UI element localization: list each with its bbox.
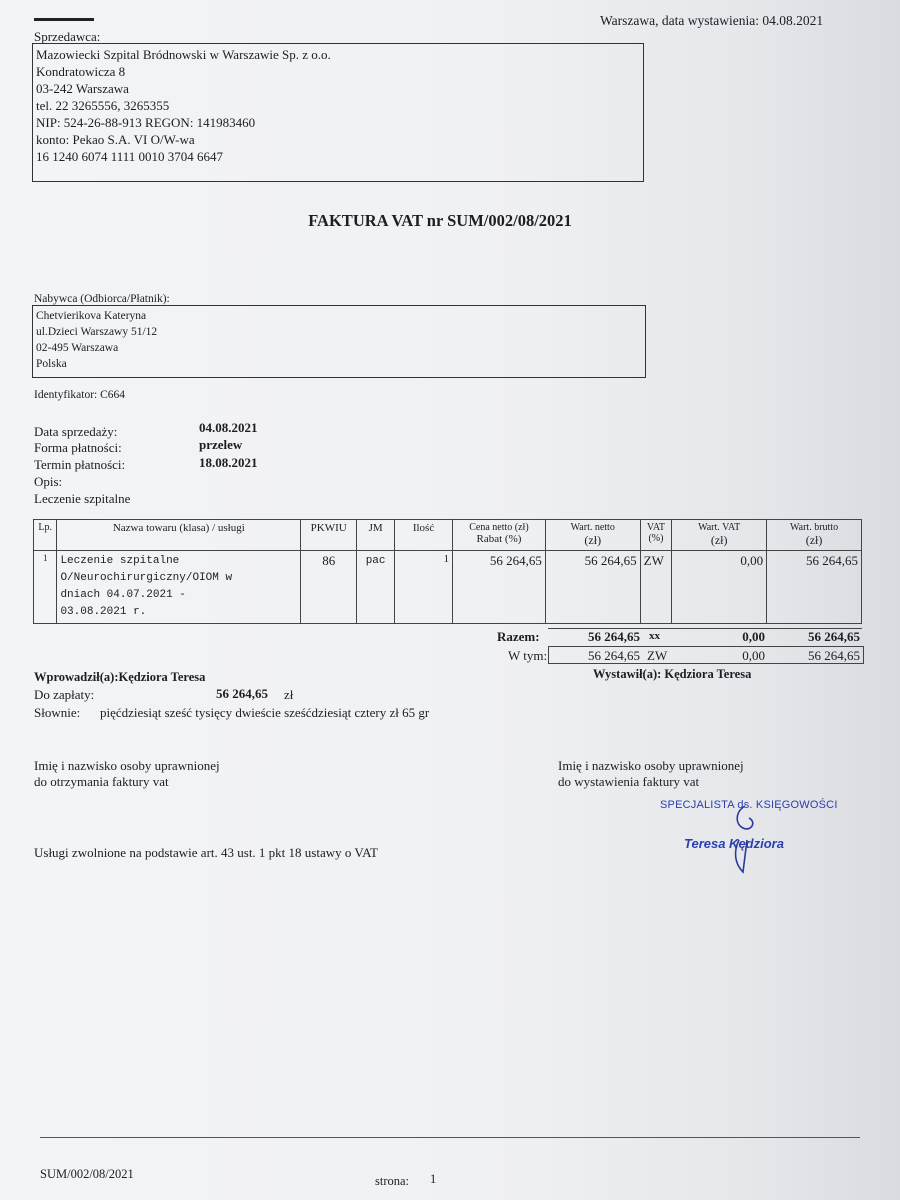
total-label: Razem:	[497, 629, 540, 644]
buyer-label: Nabywca (Odbiorca/Płatnik):	[34, 293, 170, 305]
sale-date-label: Data sprzedaży:	[34, 424, 118, 439]
seller-line: Kondratowicza 8	[36, 64, 126, 79]
col-vat-value-line2: (zł)	[710, 533, 728, 547]
row-name-line: 03.08.2021 r.	[60, 606, 147, 618]
col-vat-value-line1: Wart. VAT	[698, 522, 741, 533]
description-label: Opis:	[34, 474, 63, 489]
amount-words-label: Słownie:	[34, 705, 81, 720]
seller-line: tel. 22 3265556, 3265355	[36, 98, 170, 113]
row-name-line: Leczenie szpitalne	[60, 555, 180, 567]
issued-by: Wystawił(a): Kędziora Teresa	[593, 667, 752, 681]
of-which-net: 56 264,65	[588, 648, 640, 663]
receiver-caption-line1: Imię i nazwisko osoby uprawnionej	[34, 758, 220, 773]
footer-rule	[40, 1137, 860, 1138]
col-net-line2: (zł)	[584, 533, 602, 547]
row-price: 56 264,65	[453, 551, 546, 624]
col-vat-line2: (%)	[648, 533, 664, 544]
invoice-title: FAKTURA VAT nr SUM/002/08/2021	[308, 211, 572, 230]
row-name-line: dniach 04.07.2021 -	[60, 589, 186, 601]
seller-line: Mazowiecki Szpital Bródnowski w Warszawie Sp. z o.o.	[36, 47, 331, 62]
col-net	[545, 520, 640, 551]
payment-form-value: przelew	[199, 437, 243, 452]
receiver-caption-line2: do otrzymania faktury vat	[34, 774, 169, 789]
of-which-gross: 56 264,65	[808, 648, 860, 663]
items-table	[33, 519, 862, 624]
footer-page-number: 1	[430, 1172, 437, 1186]
seller-line: NIP: 524-26-88-913 REGON: 141983460	[36, 115, 256, 130]
total-vat-value: 0,00	[742, 629, 765, 644]
table-row	[34, 551, 862, 624]
seller-label: Sprzedawca:	[34, 29, 101, 44]
col-vat	[640, 520, 672, 551]
row-name-line: O/Neurochirurgiczny/OIOM w	[60, 572, 233, 584]
description-value: Leczenie szpitalne	[34, 491, 131, 506]
buyer-line: ul.Dzieci Warszawy 51/12	[36, 326, 158, 338]
total-vat: xx	[649, 630, 660, 642]
amount-due-currency: zł	[284, 687, 294, 702]
col-gross-line1: Wart. brutto	[790, 522, 839, 533]
row-vat-value: 0,00	[672, 551, 767, 624]
total-gross: 56 264,65	[808, 629, 860, 644]
col-gross-line2: (zł)	[805, 533, 823, 547]
col-jm: JM	[357, 520, 395, 551]
of-which-vat-value: 0,00	[742, 648, 765, 663]
seller-line: konto: Pekao S.A. VI O/W-wa	[36, 132, 195, 147]
buyer-identifier: Identyfikator: C664	[34, 389, 126, 401]
col-vat-line1: VAT	[646, 522, 666, 533]
top-mark	[34, 18, 94, 21]
total-net: 56 264,65	[588, 629, 640, 644]
due-date-label: Termin płatności:	[34, 457, 126, 472]
row-qty: 1	[394, 551, 452, 624]
table-header-row	[34, 520, 862, 551]
col-pkwiu: PKWIU	[301, 520, 357, 551]
col-vat-value	[672, 520, 767, 551]
col-gross	[767, 520, 862, 551]
row-net: 56 264,65	[545, 551, 640, 624]
col-price	[453, 520, 546, 551]
stamp-title: SPECJALISTA ds. KSIĘGOWOŚCI	[660, 799, 838, 811]
amount-words: pięćdziesiąt sześć tysięcy dwieście sześćdziesiąt cztery zł 65 gr	[100, 705, 430, 720]
buyer-line: Chetvierikova Kateryna	[36, 310, 147, 322]
due-date-value: 18.08.2021	[199, 455, 258, 470]
col-qty: Ilość	[394, 520, 452, 551]
issuer-caption-line1: Imię i nazwisko osoby uprawnionej	[558, 758, 744, 773]
exemption-note: Usługi zwolnione na podstawie art. 43 ust. 1 pkt 18 ustawy o VAT	[34, 845, 378, 860]
handwritten-signature-mark	[705, 800, 765, 875]
col-lp: Lp.	[34, 520, 57, 551]
sale-date-value: 04.08.2021	[199, 420, 258, 435]
buyer-line: Polska	[36, 358, 67, 370]
of-which-vat: ZW	[647, 648, 668, 663]
col-name: Nazwa towaru (klasa) / usługi	[57, 520, 301, 551]
buyer-box	[32, 305, 646, 378]
row-pkwiu: 86	[301, 551, 357, 624]
buyer-line: 02-495 Warszawa	[36, 342, 119, 354]
footer-doc-number: SUM/002/08/2021	[40, 1167, 134, 1181]
row-name	[57, 551, 301, 624]
amount-due-value: 56 264,65	[216, 686, 268, 701]
seller-box	[32, 43, 644, 182]
row-lp: 1	[34, 551, 57, 624]
seller-line: 16 1240 6074 1111 0010 3704 6647	[36, 149, 224, 164]
of-which-label: W tym:	[508, 648, 548, 663]
col-price-line2: Rabat (%)	[476, 533, 522, 545]
amount-due-label: Do zapłaty:	[34, 687, 95, 702]
entered-by: Wprowadził(a):Kędziora Teresa	[34, 670, 206, 684]
col-net-line1: Wart. netto	[570, 522, 615, 533]
footer-page-label: strona:	[375, 1174, 410, 1188]
issuer-caption-line2: do wystawienia faktury vat	[558, 774, 700, 789]
col-price-line1: Cena netto (zł)	[469, 522, 529, 533]
row-vat: ZW	[640, 551, 672, 624]
row-gross: 56 264,65	[767, 551, 862, 624]
payment-form-label: Forma płatności:	[34, 440, 122, 455]
seller-line: 03-242 Warszawa	[36, 81, 129, 96]
stamp-name: Teresa Kędziora	[684, 836, 784, 851]
row-jm: pac	[357, 551, 395, 624]
place-date: Warszawa, data wystawienia: 04.08.2021	[600, 13, 824, 28]
